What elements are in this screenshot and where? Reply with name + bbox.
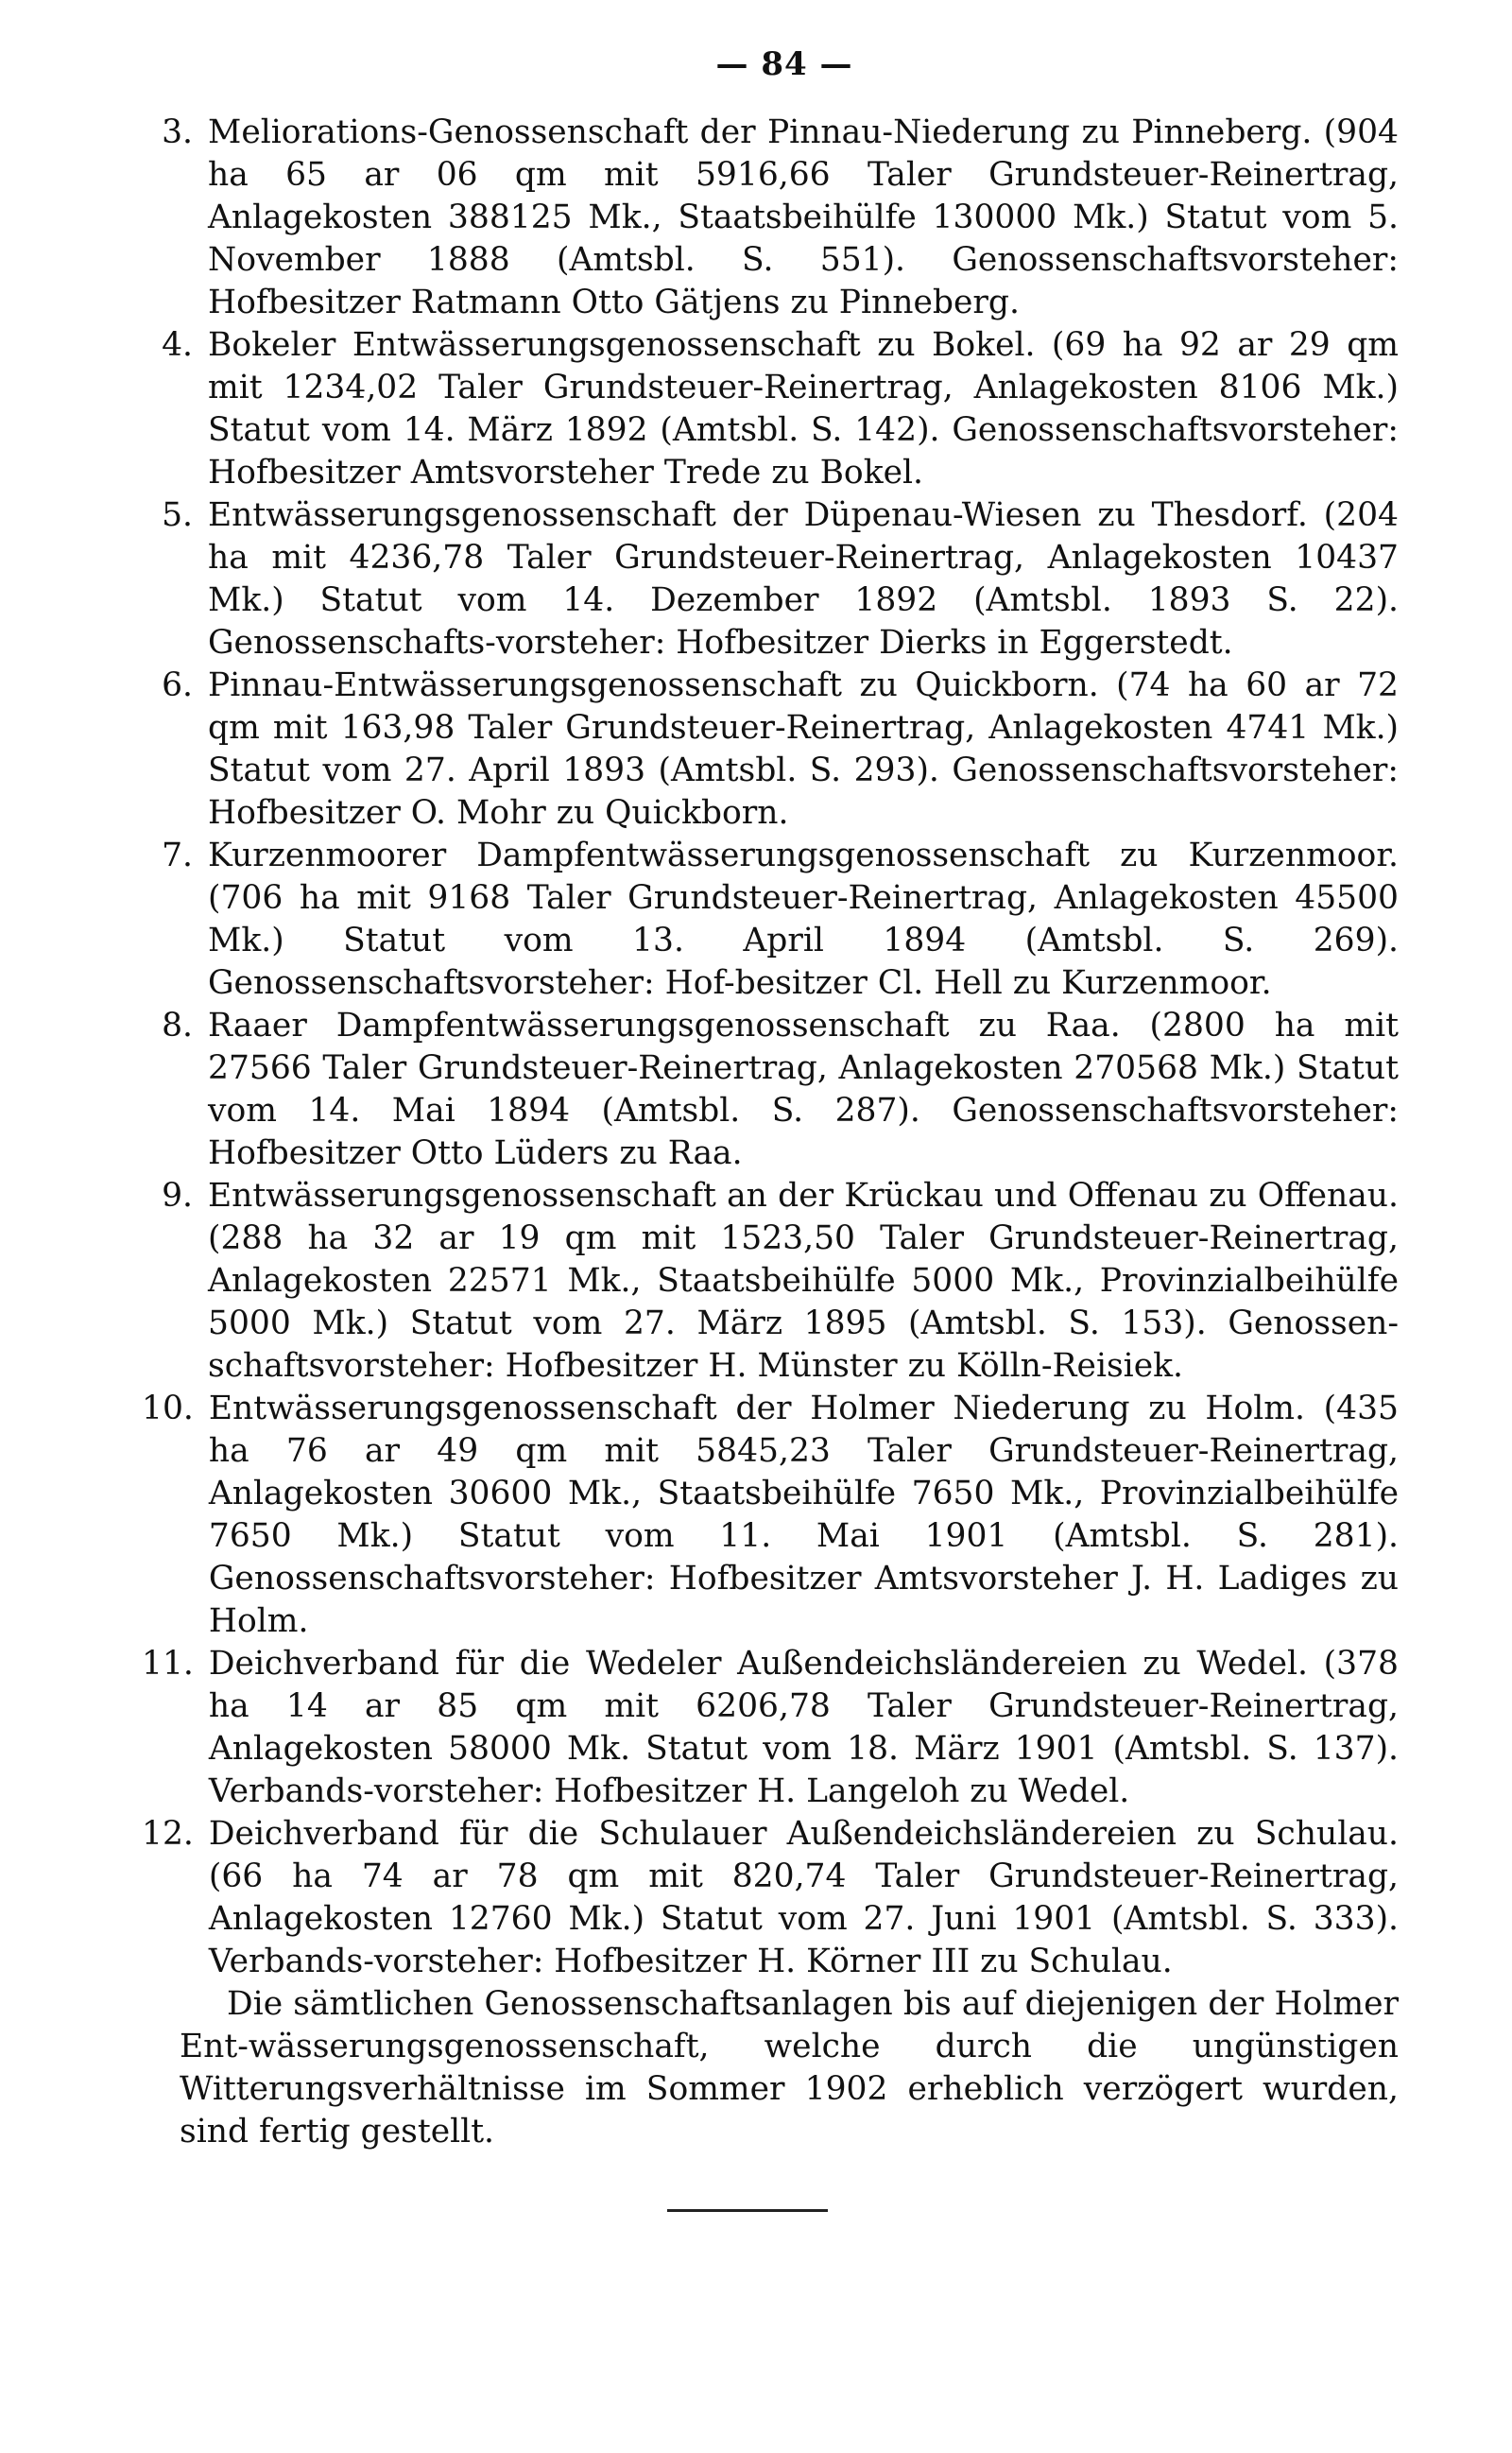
entry-text: Entwässerungsgenossenschaft der Holmer Niederung zu Holm. (435 ha 76 ar 49 qm mit 5845,23 Taler Grundsteuer-Reinertrag, Anlagekosten 30600 Mk., Staatsbeihülfe 7650 Mk., Provinzialbeihülfe 7650 Mk.) Statut vom 11. Mai 1901 (Amtsbl. S. 281). Genossenschaftsvorsteher: Hofbesitzer Amtsvorsteher J. H. Ladiges zu Holm. [208, 1390, 1399, 1640]
entry-text: Raaer Dampfentwässerungsgenossenschaft zu Raa. (2800 ha mit 27566 Taler Grundsteuer-Reinertrag, Anlagekosten 270568 Mk.) Statut vom 14. Mai 1894 (Amtsbl. S. 287). Genossenschaftsvorsteher: Hofbesitzer Otto Lüders zu Raa. [208, 1007, 1399, 1172]
list-item [142, 1643, 1399, 1813]
list-item [142, 494, 1399, 665]
list-item [142, 1005, 1399, 1175]
entry-text: Kurzenmoorer Dampfentwässerungsgenossenschaft zu Kurzenmoor. (706 ha mit 9168 Taler Grundsteuer-Reinertrag, Anlagekosten 45500 Mk.) Statut vom 13. April 1894 (Amtsbl. S. 269). Genossenschaftsvorsteher: Hof-besitzer Cl. Hell zu Kurzenmoor. [208, 837, 1399, 1002]
entry-text: Meliorations-Genossenschaft der Pinnau-Niederung zu Pinneberg. (904 ha 65 ar 06 qm mit 5916,66 Taler Grundsteuer-Reinertrag, Anlagekosten 388125 Mk., Staatsbeihülfe 130000 Mk.) Statut vom 5. November 1888 (Amtsbl. S. 551). Genossenschaftsvorsteher: Hofbesitzer Ratmann Otto Gätjens zu Pinneberg. [208, 113, 1399, 321]
entry-number: 5. [162, 496, 193, 534]
entry-number: 10. [142, 1390, 194, 1427]
list-item [142, 1813, 1399, 1983]
entry-number: 4. [162, 326, 193, 364]
list-item [142, 1388, 1399, 1643]
closing-paragraph: Die sämtlichen Genossenschaftsanlagen bis auf diejenigen der Holmer Ent-wässerungsgenossenschaft, welche durch die ungünstigen Witterungsverhältnisse im Sommer 1902 erheblich verzögert wurden, sind fertig gestellt. [180, 1985, 1399, 2151]
page-number: — 84 — [715, 45, 853, 83]
entry-text: Bokeler Entwässerungsgenossenschaft zu Bokel. (69 ha 92 ar 29 qm mit 1234,02 Taler Grundsteuer-Reinertrag, Anlagekosten 8106 Mk.) Statut vom 14. März 1892 (Amtsbl. S. 142). Genossenschaftsvorsteher: Hofbesitzer Amtsvorsteher Trede zu Bokel. [208, 326, 1399, 492]
list-item [142, 112, 1399, 324]
entry-text: Entwässerungsgenossenschaft der Düpenau-Wiesen zu Thesdorf. (204 ha mit 4236,78 Taler Grundsteuer-Reinertrag, Anlagekosten 10437 Mk.) Statut vom 14. Dezember 1892 (Amtsbl. 1893 S. 22). Genossenschafts-vorsteher: Hofbesitzer Dierks in Eggerstedt. [208, 496, 1399, 662]
entry-number: 3. [162, 113, 193, 151]
entry-number: 6. [162, 666, 193, 704]
entry-number: 8. [162, 1007, 193, 1045]
list-item [142, 324, 1399, 494]
entry-text: Deichverband für die Wedeler Außendeichsländereien zu Wedel. (378 ha 14 ar 85 qm mit 6206,78 Taler Grundsteuer-Reinertrag, Anlagekosten 58000 Mk. Statut vom 18. März 1901 (Amtsbl. S. 137). Verbands-vorsteher: Hofbesitzer H. Langeloh zu Wedel. [208, 1645, 1399, 1810]
entry-list [142, 112, 1399, 1983]
entry-number: 9. [162, 1177, 193, 1215]
list-item [142, 835, 1399, 1005]
entry-text: Entwässerungsgenossenschaft an der Krückau und Offenau zu Offenau. (288 ha 32 ar 19 qm mit 1523,50 Taler Grundsteuer-Reinertrag, Anlagekosten 22571 Mk., Staatsbeihülfe 5000 Mk., Provinzialbeihülfe 5000 Mk.) Statut vom 27. März 1895 (Amtsbl. S. 153). Genossen-schaftsvorsteher: Hofbesitzer H. Münster zu Kölln-Reisiek. [208, 1177, 1399, 1385]
section-divider [667, 2209, 828, 2212]
list-item [142, 665, 1399, 835]
entry-text: Pinnau-Entwässerungsgenossenschaft zu Quickborn. (74 ha 60 ar 72 qm mit 163,98 Taler Grundsteuer-Reinertrag, Anlagekosten 4741 Mk.) Statut vom 27. April 1893 (Amtsbl. S. 293). Genossenschaftsvorsteher: Hofbesitzer O. Mohr zu Quickborn. [208, 666, 1399, 832]
list-item [142, 1175, 1399, 1388]
entry-number: 11. [142, 1645, 194, 1683]
entry-number: 7. [162, 837, 193, 874]
entry-text: Deichverband für die Schulauer Außendeichsländereien zu Schulau. (66 ha 74 ar 78 qm mit 820,74 Taler Grundsteuer-Reinertrag, Anlagekosten 12760 Mk.) Statut vom 27. Juni 1901 (Amtsbl. S. 333). Verbands-vorsteher: Hofbesitzer H. Körner III zu Schulau. [208, 1815, 1399, 1980]
entry-number: 12. [142, 1815, 194, 1853]
